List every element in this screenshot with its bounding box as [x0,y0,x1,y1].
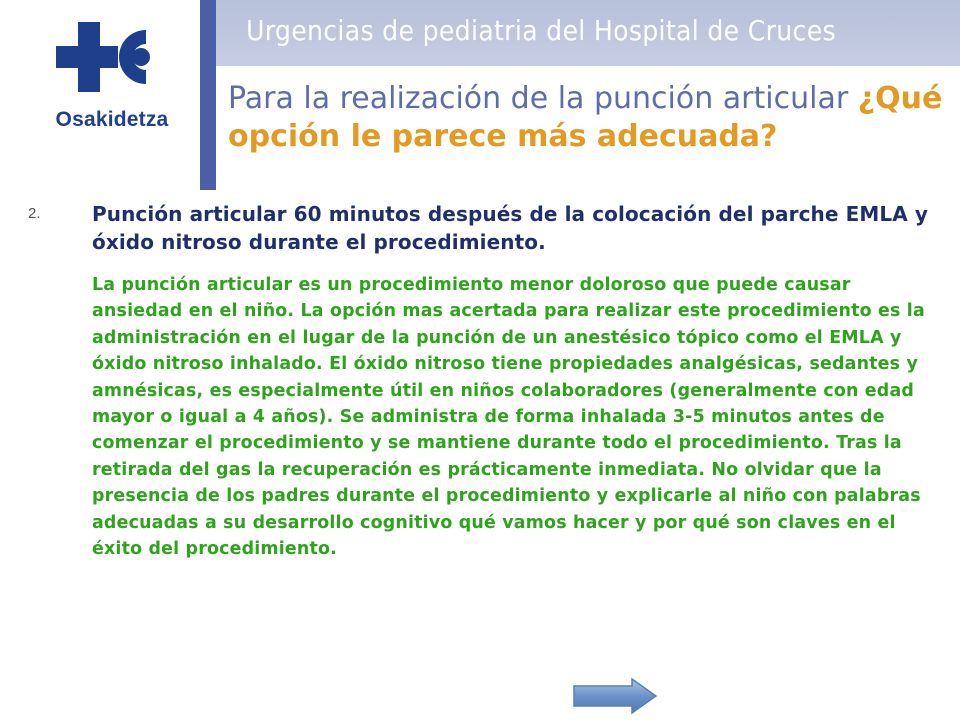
answer-number: 2. [28,205,41,222]
header-vertical-bar [200,0,216,190]
osakidetza-logo [38,16,188,136]
osakidetza-cross-logo-icon [48,16,178,106]
explanation-text: La punción articular es un procedimiento menor doloroso que puede causar ansiedad en el niño. La opción mas acertada para realizar este procedimiento es la administración en el lugar de la punción de un anestésico tópico como el EMLA y óxido nitroso inhalado. El óxido nitroso tiene propiedades analgésicas, sedantes y amnésicas, es especialmente útil en niños colaboradores (generalmente con edad mayor o igual a 4 años). Se administra de forma inhalada 3-5 minutos antes de comenzar el procedimiento y se mantiene durante todo el procedimiento. Tras la retirada del gas la recuperación es prácticamente inmediata. No olvidar que la presencia de los padres durante el procedimiento y explicarle al niño con palabras adecuadas a su desarrollo cognitivo qué vamos hacer y por qué son claves en el éxito del procedimiento. [92,275,925,560]
slide-title-question: Para la realización de la punción articular [228,81,858,116]
slide-title [228,80,948,156]
brand-name: Osakidetza [55,108,169,131]
right-arrow-icon [570,676,660,716]
slide-title-highlight: ¿Qué opción le parece más adecuada? [228,81,943,154]
header-title: Urgencias de pediatria del Hospital de Cruces [246,14,836,47]
answer-text: Punción articular 60 minutos después de la colocación del parche EMLA y óxido nitroso durante el procedimiento. [92,202,928,254]
next-slide-button[interactable] [570,676,660,716]
